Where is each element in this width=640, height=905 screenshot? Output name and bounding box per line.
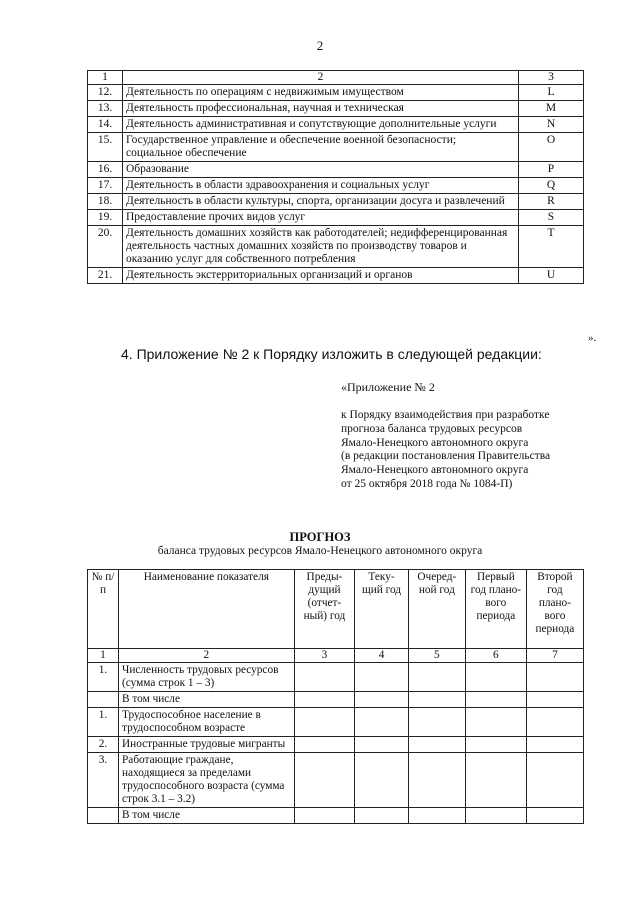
row-number: 20. (88, 226, 123, 268)
row-code: Q (519, 178, 584, 194)
value-cell (465, 808, 526, 824)
value-cell (465, 753, 526, 808)
row-code: P (519, 162, 584, 178)
value-cell (408, 753, 465, 808)
row-code: U (519, 268, 584, 284)
row-name: Деятельность по операциям с недвижимым имуществом (123, 85, 519, 101)
appendix-subtitle-line: Ямало-Ненецкого автономного округа (341, 464, 529, 477)
value-cell (355, 692, 408, 708)
table-row (88, 226, 584, 268)
value-cell (294, 708, 355, 737)
table-row (88, 85, 584, 101)
value-cell (526, 692, 583, 708)
row-number: 17. (88, 178, 123, 194)
row-name: Предоставление прочих видов услуг (123, 210, 519, 226)
row-name: В том числе (119, 808, 295, 824)
value-cell (355, 753, 408, 808)
table-row (88, 692, 584, 708)
value-cell (355, 663, 408, 692)
table-row (88, 268, 584, 284)
value-cell (465, 692, 526, 708)
row-code: T (519, 226, 584, 268)
row-name: Численность трудовых ресурсов (сумма строк 1 – 3) (119, 663, 295, 692)
value-cell (465, 737, 526, 753)
row-name: Деятельность профессиональная, научная и техническая (123, 101, 519, 117)
appendix-subtitle-line: к Порядку взаимодействия при разработке (341, 409, 550, 421)
column-header: № п/п (88, 570, 119, 649)
row-number: 13. (88, 101, 123, 117)
row-number: 16. (88, 162, 123, 178)
row-name: Иностранные трудовые мигранты (119, 737, 295, 753)
table-row (88, 210, 584, 226)
table-row (88, 178, 584, 194)
value-cell (408, 663, 465, 692)
value-cell (526, 663, 583, 692)
row-number: 19. (88, 210, 123, 226)
table-row (88, 753, 584, 808)
value-cell (294, 692, 355, 708)
forecast-title: ПРОГНОЗ (289, 530, 351, 544)
table-row (88, 737, 584, 753)
table-row (88, 117, 584, 133)
row-number: 3. (88, 753, 119, 808)
header-cell: 1 (88, 71, 123, 85)
column-number: 3 (294, 649, 355, 663)
column-number-row (88, 649, 584, 663)
row-code: L (519, 85, 584, 101)
amendment-text: 4. Приложение № 2 к Порядку изложить в следующей редакции: (121, 346, 542, 362)
row-name: Государственное управление и обеспечение военной безопасности; социальное обеспечение (123, 133, 519, 162)
column-header: Наименование показателя (119, 570, 295, 649)
header-cell: 2 (123, 71, 519, 85)
column-number: 6 (465, 649, 526, 663)
row-name: Деятельность в области здравоохранения и социальных услуг (123, 178, 519, 194)
appendix-subtitle-line: прогноза баланса трудовых ресурсов (341, 422, 523, 435)
value-cell (355, 708, 408, 737)
column-header: Теку-щий год (355, 570, 408, 649)
column-number: 5 (408, 649, 465, 663)
page-number: 2 (316, 38, 324, 53)
forecast-subtitle: баланса трудовых ресурсов Ямало-Ненецкого автономного округа (157, 545, 483, 557)
column-header: Преды-дущий (отчет-ный) год (294, 570, 355, 649)
value-cell (355, 808, 408, 824)
row-number (88, 808, 119, 824)
table-row (88, 101, 584, 117)
value-cell (526, 753, 583, 808)
value-cell (294, 737, 355, 753)
forecast-table (87, 569, 584, 824)
forecast-header-row (88, 570, 584, 649)
row-code: N (519, 117, 584, 133)
column-number: 4 (355, 649, 408, 663)
table-row (88, 663, 584, 692)
appendix-subtitle (341, 409, 601, 492)
row-number: 21. (88, 268, 123, 284)
row-number: 15. (88, 133, 123, 162)
table-row (88, 162, 584, 178)
row-number: 14. (88, 117, 123, 133)
appendix-subtitle-line: от 25 октября 2018 года № 1084-П) (341, 477, 513, 490)
row-number: 1. (88, 708, 119, 737)
row-number: 12. (88, 85, 123, 101)
row-name: Деятельность домашних хозяйств как работодателей; недифференцированная деятельность частных домашних хозяйств по производству товаров и оказанию услуг для собственного потребления (123, 226, 519, 268)
row-number: 1. (88, 663, 119, 692)
value-cell (294, 808, 355, 824)
value-cell (294, 663, 355, 692)
value-cell (408, 708, 465, 737)
column-header: Второй год плано-вого периода (526, 570, 583, 649)
row-number: 18. (88, 194, 123, 210)
table-row (88, 133, 584, 162)
column-number: 1 (88, 649, 119, 663)
row-name: Трудоспособное население в трудоспособном возрасте (119, 708, 295, 737)
value-cell (408, 808, 465, 824)
column-number: 2 (119, 649, 295, 663)
row-name: Деятельность административная и сопутствующие дополнительные услуги (123, 117, 519, 133)
table-header-row (88, 71, 584, 85)
value-cell (408, 692, 465, 708)
row-name: Работающие граждане, находящиеся за пределами трудоспособного возраста (сумма строк 3.1 – 3.2) (119, 753, 295, 808)
column-header: Очеред-ной год (408, 570, 465, 649)
row-name: В том числе (119, 692, 295, 708)
row-name: Деятельность экстерриториальных организаций и органов (123, 268, 519, 284)
row-code: O (519, 133, 584, 162)
row-number (88, 692, 119, 708)
value-cell (465, 663, 526, 692)
value-cell (526, 737, 583, 753)
value-cell (526, 708, 583, 737)
row-name: Деятельность в области культуры, спорта, организации досуга и развлечений (123, 194, 519, 210)
value-cell (355, 737, 408, 753)
value-cell (526, 808, 583, 824)
row-code: M (519, 101, 584, 117)
appendix-subtitle-line: Ямало-Ненецкого автономного округа (341, 436, 529, 449)
header-cell: 3 (519, 71, 584, 85)
row-number: 2. (88, 737, 119, 753)
row-name: Образование (123, 162, 519, 178)
closing-quote: ». (588, 332, 597, 344)
column-number: 7 (526, 649, 583, 663)
table-row (88, 194, 584, 210)
value-cell (408, 737, 465, 753)
column-header: Первый год плано-вого периода (465, 570, 526, 649)
row-code: R (519, 194, 584, 210)
value-cell (294, 753, 355, 808)
value-cell (465, 708, 526, 737)
activity-table (87, 70, 584, 284)
table-row (88, 708, 584, 737)
table-row (88, 808, 584, 824)
appendix-subtitle-line: (в редакции постановления Правительства (341, 450, 551, 463)
appendix-title: «Приложение № 2 (341, 380, 435, 394)
row-code: S (519, 210, 584, 226)
